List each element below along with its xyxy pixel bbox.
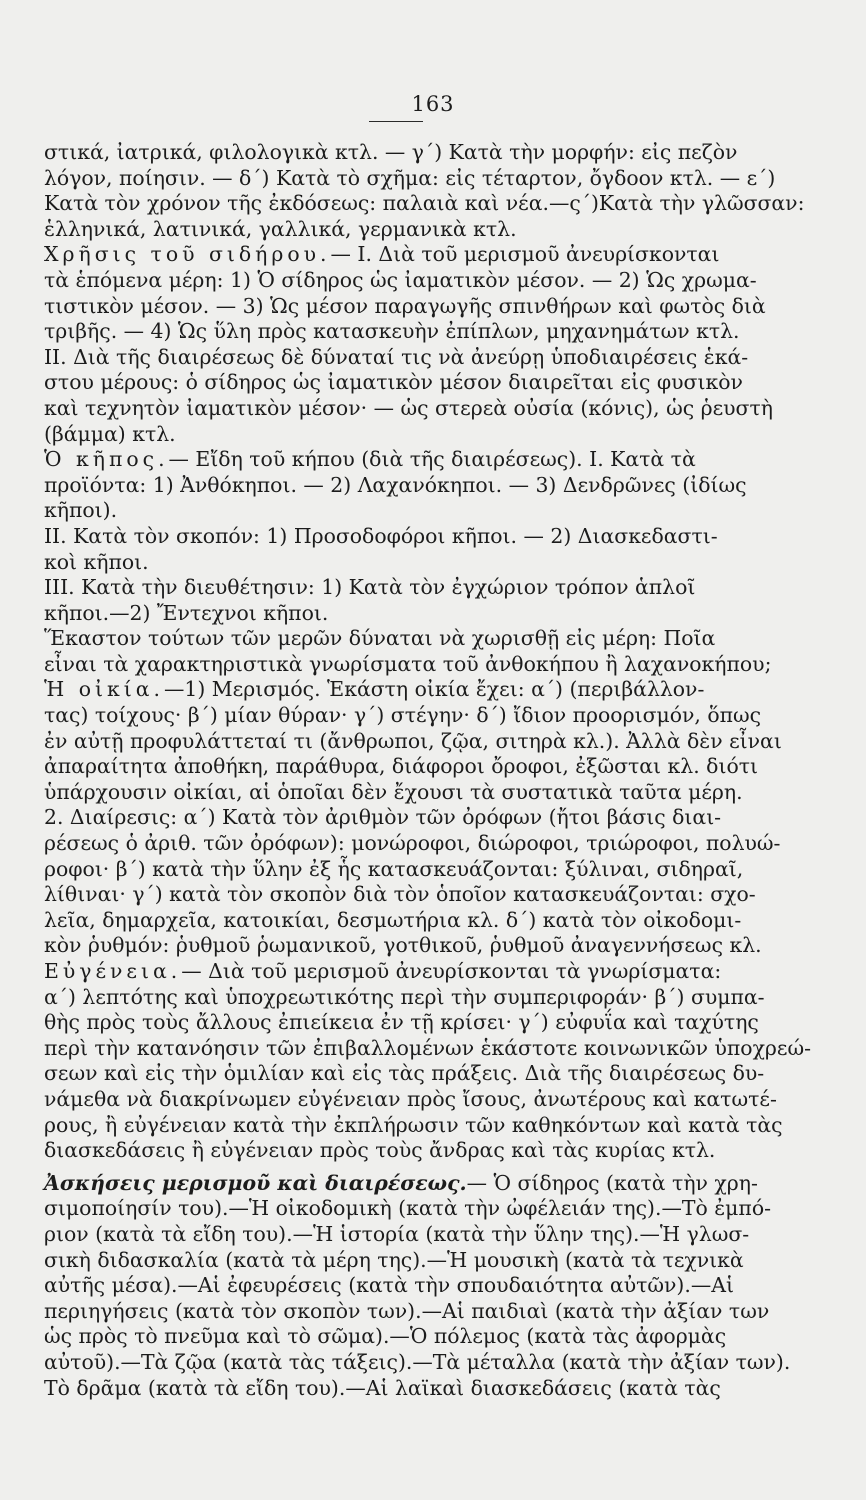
text-line (44, 1248, 844, 1274)
text-line (44, 1324, 844, 1350)
text-line (44, 1350, 844, 1376)
line-text: σιμοποίησίν του).—Ἡ οἰκοδομικὴ (κατὰ τὴν ὠφέλειάν της).—Τὸ ἐμπό- (44, 1196, 771, 1221)
line-text: ρους, ἢ εὐγένειαν κατὰ τὴν ἐκπλήρωσιν τῶν καθηκόντων καὶ κατὰ τὰς (44, 1112, 783, 1137)
line-text: ρέσεως ὁ ἀριθ. τῶν ὀρόφων): μονώροφοι, διώροφοι, τριώροφοι, πολυώ- (44, 831, 781, 856)
text-line (44, 652, 844, 678)
line-text: τὰ ἑπόμενα μέρη: 1) Ὁ σίδηρος ὡς ἰαματικὸν μέσον. — 2) Ὡς χρωμα- (44, 267, 757, 292)
page-number: 163 (411, 92, 455, 116)
line-text: ἀπαραίτητα ἀποθήκη, παράθυρα, διάφοροι ὄροφοι, ἐξῶσται κλ. διότι (44, 754, 758, 779)
line-text: σικὴ διδασκαλία (κατὰ τὰ μέρη της).—Ἡ μουσικὴ (κατὰ τὰ τεχνικὰ (44, 1247, 744, 1272)
line-text: νάμεθα νὰ διακρίνωμεν εὐγένειαν πρὸς ἴσους, ἀνωτέρους καὶ κατωτέ- (44, 1086, 777, 1111)
line-text: Ἕκαστον τούτων τῶν μερῶν δύναται νὰ χωρισθῇ εἰς μέρη: Ποῖα (44, 626, 716, 651)
paragraph-gap (44, 1164, 844, 1171)
line-text: εἶναι τὰ χαρακτηριστικὰ γνωρίσματα τοῦ ἀνθοκήπου ἢ λαχανοκήπου; (44, 651, 772, 676)
text-line (44, 447, 844, 473)
section-heading: Ἡ οἰκία. (44, 677, 164, 702)
text-line (44, 677, 844, 703)
line-text: ΙΙ. Διὰ τῆς διαιρέσεως δὲ δύναταί τις νὰ ἀνεύρῃ ὑποδιαιρέσεις ἑκά- (44, 344, 749, 369)
line-text: α΄) λεπτότης καὶ ὑποχρεωτικότης περὶ τὴν συμπεριφοράν· β΄) συμπα- (44, 984, 765, 1009)
text-line (44, 1010, 844, 1036)
text-line (44, 396, 844, 422)
line-text: ὡς πρὸς τὸ πνεῦμα καὶ τὸ σῶμα).—Ὁ πόλεμος (κατὰ τὰς ἀφορμὰς (44, 1324, 727, 1349)
line-text: ροφοι· β΄) κατὰ τὴν ὕλην ἐξ ἧς κατασκευάζονται: ξύλιναι, σιδηραῖ, (44, 856, 744, 881)
line-text: καὶ τεχνητὸν ἰαματικὸν μέσον· — ὡς στερεὰ οὐσία (κόνις), ὡς ῥευστὴ (44, 395, 773, 420)
text-line (44, 166, 844, 192)
line-text: ΙΙ. Κατὰ τὸν σκοπόν: 1) Προσοδοφόροι κῆποι. — 2) Διασκεδαστι- (44, 523, 718, 548)
body-text (44, 140, 844, 1401)
text-line (44, 268, 844, 294)
line-text: τας) τοίχους· β΄) μίαν θύραν· γ΄) στέγην· δ΄) ἴδιον προορισμόν, ὅπως (44, 703, 762, 728)
line-text: θὴς πρὸς τοὺς ἄλλους ἐπιείκεια ἐν τῇ κρίσει· γ΄) εὐφυΐα καὶ ταχύτης (44, 1010, 759, 1035)
line-text: ὑπάρχουσιν οἰκίαι, αἱ ὁποῖαι δὲν ἔχουσι τὰ συστατικὰ ταῦτα μέρη. (44, 779, 743, 804)
text-line (44, 1171, 844, 1197)
line-text: σεων καὶ εἰς τὴν ὁμιλίαν καὶ εἰς τὰς πράξεις. Διὰ τῆς διαιρέσεως δυ- (44, 1061, 765, 1086)
text-line (44, 959, 844, 985)
line-text: ἐν αὐτῇ προφυλάττεταί τι (ἄνθρωποι, ζῷα, σιτηρὰ κλ.). Ἀλλὰ δὲν εἶναι (44, 728, 782, 753)
text-line (44, 575, 844, 601)
line-text: — Ὁ σίδηρος (κατὰ τὴν χρη- (466, 1170, 758, 1195)
line-text: ΙΙΙ. Κατὰ τὴν διευθέτησιν: 1) Κατὰ τὸν ἐγχώριον τρόπον ἁπλοῖ (44, 575, 696, 600)
text-line (44, 601, 844, 627)
line-text: ἑλληνικά, λατινικά, γαλλικά, γερμανικὰ κτλ. (44, 216, 517, 241)
text-line (44, 1138, 844, 1164)
text-line (44, 729, 844, 755)
line-text: — Διὰ τοῦ μερισμοῦ ἀνευρίσκονται τὰ γνωρίσματα: (181, 959, 722, 983)
text-line (44, 908, 844, 934)
text-line (44, 1087, 844, 1113)
text-line (44, 933, 844, 959)
line-text: (βάμμα) κτλ. (44, 421, 176, 446)
text-line (44, 473, 844, 499)
line-text: προϊόντα: 1) Ἀνθόκηποι. — 2) Λαχανόκηποι. — 3) Δενδρῶνες (ἰδίως (44, 472, 747, 497)
text-line (44, 1273, 844, 1299)
header-rule (369, 121, 423, 122)
text-line (44, 780, 844, 806)
line-text: αὐτῆς μέσα).—Αἱ ἐφευρέσεις (κατὰ τὴν σπουδαιότητα αὐτῶν).—Αἱ (44, 1273, 734, 1298)
line-text: λόγον, ποίησιν. — δ΄) Κατὰ τὸ σχῆμα: εἰς τέταρτον, ὄγδοον κτλ. — ε΄) (44, 165, 776, 190)
line-text: περιηγήσεις (κατὰ τὸν σκοπὸν των).—Αἱ παιδιαὶ (κατὰ τὴν ἀξίαν των (44, 1298, 770, 1323)
text-line (44, 882, 844, 908)
text-line (44, 217, 844, 243)
line-text: στικά, ἰατρικά, φιλολογικὰ κτλ. — γ΄) Κατὰ τὴν μορφήν: εἰς πεζὸν (44, 140, 738, 164)
text-line (44, 626, 844, 652)
text-line (44, 1299, 844, 1325)
text-line (44, 550, 844, 576)
section-heading: Ὁ κῆπος. (44, 447, 169, 472)
text-line (44, 857, 844, 883)
line-text: Τὸ δρᾶμα (κατὰ τὰ εἴδη του).—Αἱ λαϊκαὶ διασκεδάσεις (κατὰ τὰς (44, 1375, 721, 1400)
section-heading: Εὐγένεια. (44, 959, 182, 983)
text-line (44, 754, 844, 780)
text-line (44, 1196, 844, 1222)
line-text: κὸν ῥυθμόν: ῥυθμοῦ ῥωμανικοῦ, γοτθικοῦ, ῥυθμοῦ ἀναγεννήσεως κλ. (44, 933, 762, 958)
line-text: κοὶ κῆποι. (44, 549, 149, 574)
text-line (44, 345, 844, 371)
text-line (44, 1113, 844, 1139)
text-line (44, 1036, 844, 1062)
line-text: —1) Μερισμός. Ἑκάστη οἰκία ἔχει: α΄) (περιβάλλον- (163, 677, 705, 702)
text-line (44, 985, 844, 1011)
line-text: τριβῆς. — 4) Ὡς ὕλη πρὸς κατασκευὴν ἐπίπλων, μηχανημάτων κτλ. (44, 319, 740, 344)
text-line (44, 524, 844, 550)
line-text: αὐτοῦ).—Τὰ ζῷα (κατὰ τὰς τάξεις).—Τὰ μέταλλα (κατὰ τὴν ἀξίαν των). (44, 1349, 791, 1374)
line-text: στου μέρους: ὁ σίδηρος ὡς ἰαματικὸν μέσον διαιρεῖται εἰς φυσικὸν (44, 370, 743, 395)
text-line (44, 703, 844, 729)
text-line (44, 422, 844, 448)
line-text: κῆποι). (44, 498, 118, 523)
text-line (44, 294, 844, 320)
text-line (44, 1061, 844, 1087)
text-line (44, 370, 844, 396)
text-line (44, 191, 844, 217)
section-heading: Χρῆσις τοῦ σιδήρου. (44, 242, 331, 267)
line-text: — Ι. Διὰ τοῦ μερισμοῦ ἀνευρίσκονται (330, 242, 720, 267)
section-heading: Ἀσκήσεις μερισμοῦ καὶ διαιρέσεως. (44, 1170, 467, 1195)
line-text: — Εἴδη τοῦ κήπου (διὰ τῆς διαιρέσεως). Ι. Κατὰ τὰ (168, 447, 696, 472)
text-line (44, 498, 844, 524)
line-text: Κατὰ τὸν χρόνον τῆς ἐκδόσεως: παλαιὰ καὶ νέα.—ς΄)Κατὰ τὴν γλῶσσαν: (44, 191, 805, 216)
text-line (44, 242, 844, 268)
line-text: λεῖα, δημαρχεῖα, κατοικίαι, δεσμωτήρια κλ. δ΄) κατὰ τὸν οἰκοδομι- (44, 907, 742, 932)
line-text: διασκεδάσεις ἢ εὐγένειαν πρὸς τοὺς ἄνδρας καὶ τὰς κυρίας κτλ. (44, 1138, 716, 1163)
line-text: κῆποι.—2) Ἔντεχνοι κῆποι. (44, 600, 329, 625)
line-text: λίθιναι· γ΄) κατὰ τὸν σκοπὸν διὰ τὸν ὁποῖον κατασκευάζονται: σχο- (44, 882, 756, 907)
line-text: ριον (κατὰ τὰ εἴδη του).—Ἡ ἱστορία (κατὰ τὴν ὕλην της).—Ἡ γλωσ- (44, 1221, 750, 1246)
text-line (44, 805, 844, 831)
text-line (44, 831, 844, 857)
text-line (44, 140, 844, 166)
text-line (44, 1376, 844, 1402)
line-text: 2. Διαίρεσις: α΄) Κατὰ τὸν ἀριθμὸν τῶν ὀρόφων (ἤτοι βάσις διαι- (44, 805, 722, 830)
line-text: τιστικὸν μέσον. — 3) Ὡς μέσον παραγωγῆς σπινθήρων καὶ φωτὸς διὰ (44, 293, 766, 318)
text-line (44, 1222, 844, 1248)
text-line (44, 319, 844, 345)
line-text: περὶ τὴν κατανόησιν τῶν ἐπιβαλλομένων ἑκάστοτε κοινωνικῶν ὑποχρεώ- (44, 1035, 811, 1060)
